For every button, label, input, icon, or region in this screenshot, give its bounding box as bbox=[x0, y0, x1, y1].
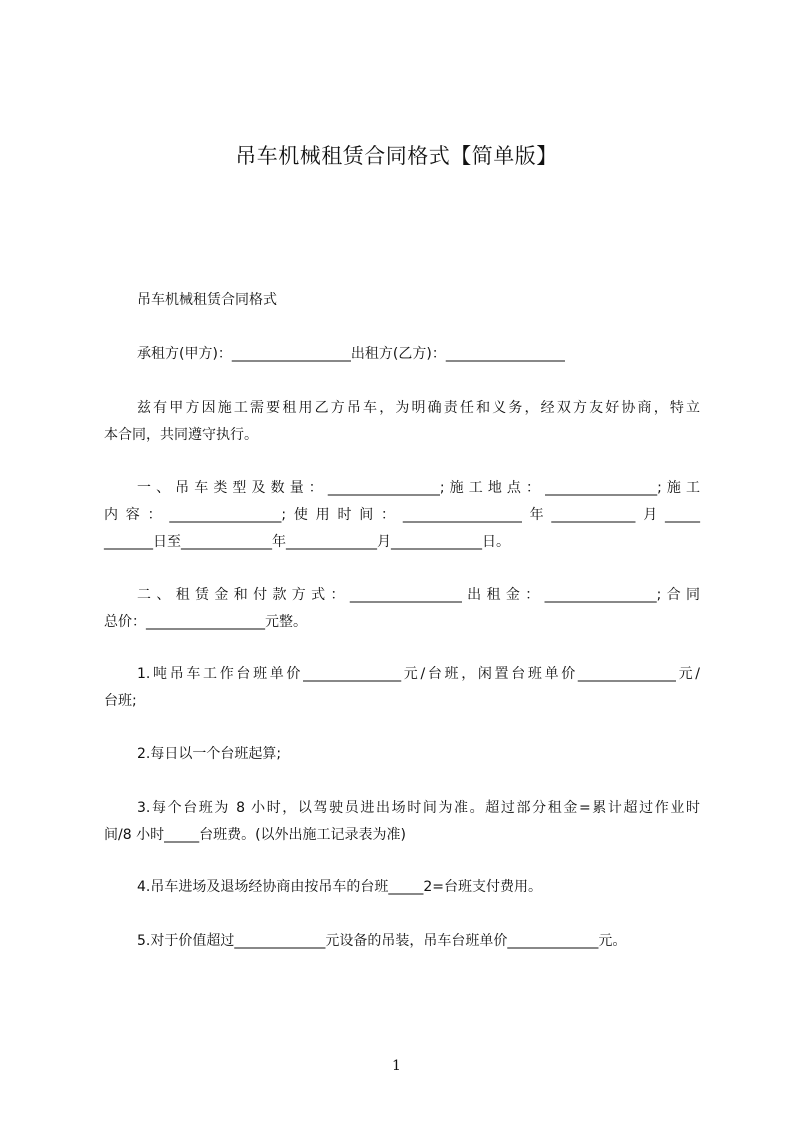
item-3-line-1: 3.每个台班为 8 小时，以驾驶员进出场时间为准。超过部分租金=累计超过作业时 bbox=[137, 800, 700, 816]
item-5: 5.对于价值超过_____________元设备的吊装，吊车台班单价_____________元。 bbox=[137, 933, 627, 949]
clause-1-line-2: 内容：________________;使用时间：_________________年____________月_____ bbox=[104, 507, 700, 523]
section-heading: 吊车机械租赁合同格式 bbox=[137, 292, 277, 308]
intro-line-2: 本合同，共同遵守执行。 bbox=[104, 427, 258, 443]
parties-line: 承租方(甲方)：_________________出租方(乙方)：_________________ bbox=[137, 346, 565, 362]
item-2: 2.每日以一个台班起算; bbox=[137, 746, 282, 762]
document-title: 吊车机械租赁合同格式【简单版】 bbox=[235, 144, 558, 168]
page-number: 1 bbox=[392, 1058, 401, 1074]
item-1-line-1: 1.吨吊车工作台班单价______________元/台班，闲置台班单价______________元/ bbox=[137, 666, 700, 682]
item-4: 4.吊车进场及退场经协商由按吊车的台班_____2=台班支付费用。 bbox=[137, 879, 542, 895]
clause-2-line-2: 总价：_________________元整。 bbox=[104, 614, 307, 630]
intro-line-1: 兹有甲方因施工需要租用乙方吊车，为明确责任和义务，经双方友好协商，特立 bbox=[137, 400, 700, 416]
clause-1-line-3: _______日至_____________年_____________月_____________日。 bbox=[104, 534, 510, 550]
item-3-line-2: 间/8 小时_____台班费。(以外出施工记录表为准) bbox=[104, 827, 406, 843]
item-1-line-2: 台班; bbox=[104, 693, 137, 709]
clause-2-line-1: 二、租赁金和付款方式：________________出租金：________________;合同 bbox=[137, 587, 700, 603]
clause-1-line-1: 一、吊车类型及数量：________________;施工地点：________________;施工 bbox=[137, 480, 700, 496]
